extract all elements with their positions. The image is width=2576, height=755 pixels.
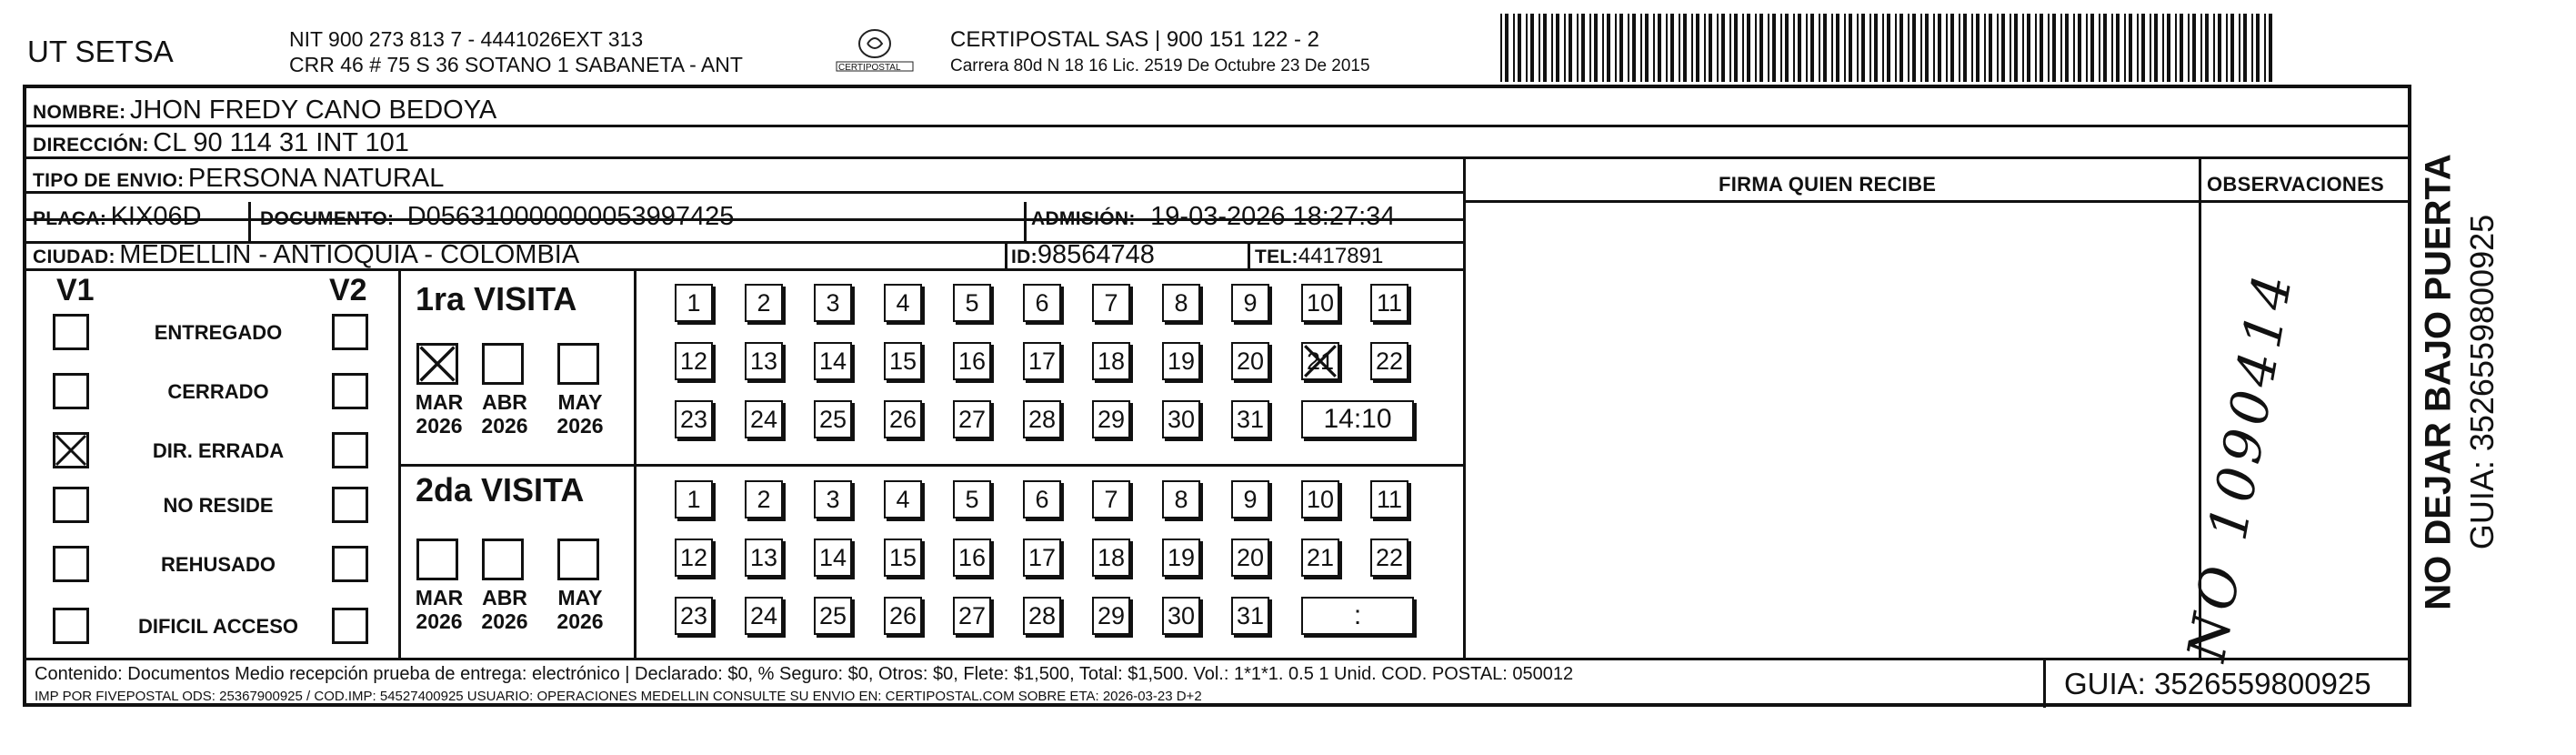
- option-v1-checkbox[interactable]: [53, 314, 89, 350]
- month-checkbox-may[interactable]: [557, 343, 599, 385]
- option-v2-checkbox[interactable]: [332, 608, 368, 644]
- visit1-time-box[interactable]: 14:10: [1301, 400, 1414, 438]
- visit2-day-1[interactable]: 1: [675, 480, 713, 518]
- visit1-day-3[interactable]: 3: [814, 284, 852, 322]
- id-label: ID:: [1011, 247, 1037, 267]
- visit1-day-8[interactable]: 8: [1162, 284, 1200, 322]
- year-label: 2026: [481, 414, 528, 438]
- direccion-label: DIRECCIÓN:: [33, 135, 149, 156]
- visit2-day-2[interactable]: 2: [745, 480, 783, 518]
- visit2-day-26[interactable]: 26: [884, 597, 922, 635]
- documento-value: D056310000000053997425: [406, 202, 735, 231]
- firma-header: FIRMA QUIEN RECIBE: [1719, 173, 1937, 196]
- placa-row: [33, 202, 202, 232]
- handwriting-text: NO 1090414: [2175, 265, 2305, 666]
- visit1-day-4[interactable]: 4: [884, 284, 922, 322]
- tipo-label: TIPO DE ENVIO:: [33, 170, 185, 191]
- visit2-day-28[interactable]: 28: [1023, 597, 1061, 635]
- visit1-day-30[interactable]: 30: [1162, 400, 1200, 438]
- visit2-day-5[interactable]: 5: [953, 480, 991, 518]
- month-label: ABR: [482, 586, 527, 609]
- ciudad-label: CIUDAD:: [33, 247, 115, 267]
- option-label: DIFICIL ACCESO: [137, 615, 298, 638]
- visit2-day-19[interactable]: 19: [1162, 539, 1200, 577]
- visit1-day-14[interactable]: 14: [814, 342, 852, 380]
- visit2-day-17[interactable]: 17: [1023, 539, 1061, 577]
- barcode: [1500, 14, 2278, 82]
- tel-value: 4417891: [1298, 244, 1384, 268]
- month-label: ABR: [482, 390, 527, 414]
- visit1-day-13[interactable]: 13: [745, 342, 783, 380]
- placa-label: PLACA:: [33, 208, 107, 229]
- visit1-day-31[interactable]: 31: [1231, 400, 1269, 438]
- visit1-day-9[interactable]: 9: [1231, 284, 1269, 322]
- visit2-day-14[interactable]: 14: [814, 539, 852, 577]
- visit2-day-27[interactable]: 27: [953, 597, 991, 635]
- visit2-day-3[interactable]: 3: [814, 480, 852, 518]
- certipostal-logo-text: CERTIPOSTAL: [838, 63, 901, 73]
- visit1-day-16[interactable]: 16: [953, 342, 991, 380]
- admision-row: [1031, 202, 1395, 232]
- visit1-day-23[interactable]: 23: [675, 400, 713, 438]
- tipo-value: PERSONA NATURAL: [187, 164, 445, 193]
- v1-label: V1: [56, 273, 95, 307]
- visit1-day-26[interactable]: 26: [884, 400, 922, 438]
- visit1-day-28[interactable]: 28: [1023, 400, 1061, 438]
- check-x-icon: [416, 343, 458, 389]
- visit1-day-5[interactable]: 5: [953, 284, 991, 322]
- month-label: MAR: [415, 586, 464, 609]
- visit1-day-24[interactable]: 24: [745, 400, 783, 438]
- check-x-icon: [1301, 342, 1339, 380]
- option-v2-checkbox[interactable]: [332, 546, 368, 582]
- tel-label: TEL:: [1255, 247, 1298, 267]
- documento-label: DOCUMENTO:: [260, 208, 395, 229]
- option-v1-checkbox[interactable]: [53, 373, 89, 409]
- contenido-text: Contenido: Documentos Medio recepción prueba de entrega: electrónico | Declarado: $0, % Seguro: $0, Otros: $0, Flete: $1,500, Total: $1,500. Vol.: 1*1*1. 0.5 1 Unid. COD. POSTAL: 050012: [35, 664, 1574, 684]
- side-guia: GUIA: 3526559800925: [2463, 214, 2501, 550]
- year-label: 2026: [416, 609, 463, 633]
- no-dejar-bajo-puerta: NO DEJAR BAJO PUERTA: [2418, 154, 2459, 610]
- visit2-day-13[interactable]: 13: [745, 539, 783, 577]
- visit2-day-31[interactable]: 31: [1231, 597, 1269, 635]
- nombre-value: JHON FREDY CANO BEDOYA: [129, 96, 497, 125]
- option-v2-checkbox[interactable]: [332, 373, 368, 409]
- direccion-value: CL 90 114 31 INT 101: [153, 128, 409, 157]
- month-checkbox-mar[interactable]: [416, 539, 458, 580]
- option-label: REHUSADO: [161, 553, 276, 576]
- visit1-day-17[interactable]: 17: [1023, 342, 1061, 380]
- visit1-day-25[interactable]: 25: [814, 400, 852, 438]
- visit1-day-27[interactable]: 27: [953, 400, 991, 438]
- visit2-day-10[interactable]: 10: [1301, 480, 1339, 518]
- option-label: DIR. ERRADA: [152, 439, 285, 462]
- option-v1-checkbox[interactable]: [53, 432, 89, 468]
- visit2-day-30[interactable]: 30: [1162, 597, 1200, 635]
- documento-row: [260, 202, 734, 232]
- id-value: 98564748: [1037, 240, 1155, 269]
- visit2-day-20[interactable]: 20: [1231, 539, 1269, 577]
- visit1-day-7[interactable]: 7: [1092, 284, 1130, 322]
- visit2-day-16[interactable]: 16: [953, 539, 991, 577]
- visit2-day-8[interactable]: 8: [1162, 480, 1200, 518]
- admision-value: 19-03-2026 18:27:34: [1150, 202, 1396, 231]
- visit2-day-18[interactable]: 18: [1092, 539, 1130, 577]
- visit2-day-22[interactable]: 22: [1370, 539, 1408, 577]
- visit1-day-15[interactable]: 15: [884, 342, 922, 380]
- direccion-row: [33, 128, 409, 158]
- option-v2-checkbox[interactable]: [332, 314, 368, 350]
- visit1-day-19[interactable]: 19: [1162, 342, 1200, 380]
- check-x-icon: [53, 432, 89, 473]
- visit1-day-20[interactable]: 20: [1231, 342, 1269, 380]
- tel-row: [1255, 244, 1383, 269]
- id-row: [1011, 240, 1155, 270]
- nombre-label: NOMBRE:: [33, 102, 126, 123]
- month-checkbox-abr[interactable]: [482, 539, 524, 580]
- visit2-day-4[interactable]: 4: [884, 480, 922, 518]
- month-label: MAR: [415, 390, 464, 414]
- company-name: UT SETSA: [27, 35, 174, 68]
- option-v1-checkbox[interactable]: [53, 546, 89, 582]
- visit2-day-25[interactable]: 25: [814, 597, 852, 635]
- option-label: NO RESIDE: [163, 494, 274, 517]
- visit2-day-21[interactable]: 21: [1301, 539, 1339, 577]
- visit1-day-29[interactable]: 29: [1092, 400, 1130, 438]
- visit1-day-6[interactable]: 6: [1023, 284, 1061, 322]
- visit1-day-22[interactable]: 22: [1370, 342, 1408, 380]
- footer-guia: GUIA: 3526559800925: [2064, 667, 2371, 700]
- option-v2-checkbox[interactable]: [332, 487, 368, 523]
- admision-label: ADMISIÓN:: [1031, 208, 1136, 229]
- year-label: 2026: [481, 609, 528, 633]
- year-label: 2026: [416, 414, 463, 438]
- visit2-day-9[interactable]: 9: [1231, 480, 1269, 518]
- visit1-day-12[interactable]: 12: [675, 342, 713, 380]
- ciudad-row: [33, 240, 579, 270]
- ciudad-value: MEDELLIN - ANTIOQUIA - COLOMBIA: [119, 240, 580, 269]
- visit2-time-box[interactable]: :: [1301, 597, 1414, 635]
- imp-text: IMP POR FIVEPOSTAL ODS: 25367900925 / COD.IMP: 54527400925 USUARIO: OPERACIONES MEDELLIN CONSULTE SU ENVIO EN: CERTIPOSTAL.COM SOBRE ETA: 2026-03-23 D+2: [35, 689, 1202, 704]
- option-label: ENTREGADO: [154, 321, 283, 344]
- option-v2-checkbox[interactable]: [332, 432, 368, 468]
- visit2-day-12[interactable]: 12: [675, 539, 713, 577]
- month-checkbox-abr[interactable]: [482, 343, 524, 385]
- visit1-day-21[interactable]: 21: [1301, 342, 1339, 380]
- visit2-day-29[interactable]: 29: [1092, 597, 1130, 635]
- observaciones-handwriting: [2175, 264, 2305, 666]
- v2-label: V2: [329, 273, 367, 307]
- month-checkbox-mar[interactable]: [416, 343, 458, 385]
- month-label: MAY: [557, 390, 603, 414]
- nit-text: NIT 900 273 813 7 - 4441026EXT 313: [289, 27, 644, 51]
- month-label: MAY: [557, 586, 603, 609]
- tipo-row: [33, 164, 444, 194]
- month-checkbox-may[interactable]: [557, 539, 599, 580]
- observaciones-header: OBSERVACIONES: [2207, 173, 2385, 196]
- visit2-day-24[interactable]: 24: [745, 597, 783, 635]
- year-label: 2026: [556, 414, 604, 438]
- visit1-title: 1ra VISITA: [416, 280, 577, 317]
- certipostal-name: CERTIPOSTAL SAS | 900 151 122 - 2: [950, 27, 1319, 52]
- visit1-day-1[interactable]: 1: [675, 284, 713, 322]
- visit1-day-2[interactable]: 2: [745, 284, 783, 322]
- visit1-day-18[interactable]: 18: [1092, 342, 1130, 380]
- visit1-day-10[interactable]: 10: [1301, 284, 1339, 322]
- visit2-day-11[interactable]: 11: [1370, 480, 1408, 518]
- placa-value: KIX06D: [110, 202, 202, 231]
- visit2-day-7[interactable]: 7: [1092, 480, 1130, 518]
- visit2-title: 2da VISITA: [416, 471, 585, 508]
- visit2-day-23[interactable]: 23: [675, 597, 713, 635]
- option-label: CERRADO: [167, 380, 269, 403]
- year-label: 2026: [556, 609, 604, 633]
- visit2-day-6[interactable]: 6: [1023, 480, 1061, 518]
- option-v1-checkbox[interactable]: [53, 487, 89, 523]
- sender-address: CRR 46 # 75 S 36 SOTANO 1 SABANETA - ANT: [289, 53, 743, 76]
- option-v1-checkbox[interactable]: [53, 608, 89, 644]
- visit2-day-15[interactable]: 15: [884, 539, 922, 577]
- visit1-day-11[interactable]: 11: [1370, 284, 1408, 322]
- nombre-row: [33, 96, 496, 126]
- certipostal-address: Carrera 80d N 18 16 Lic. 2519 De Octubre 23 De 2015: [950, 56, 1370, 76]
